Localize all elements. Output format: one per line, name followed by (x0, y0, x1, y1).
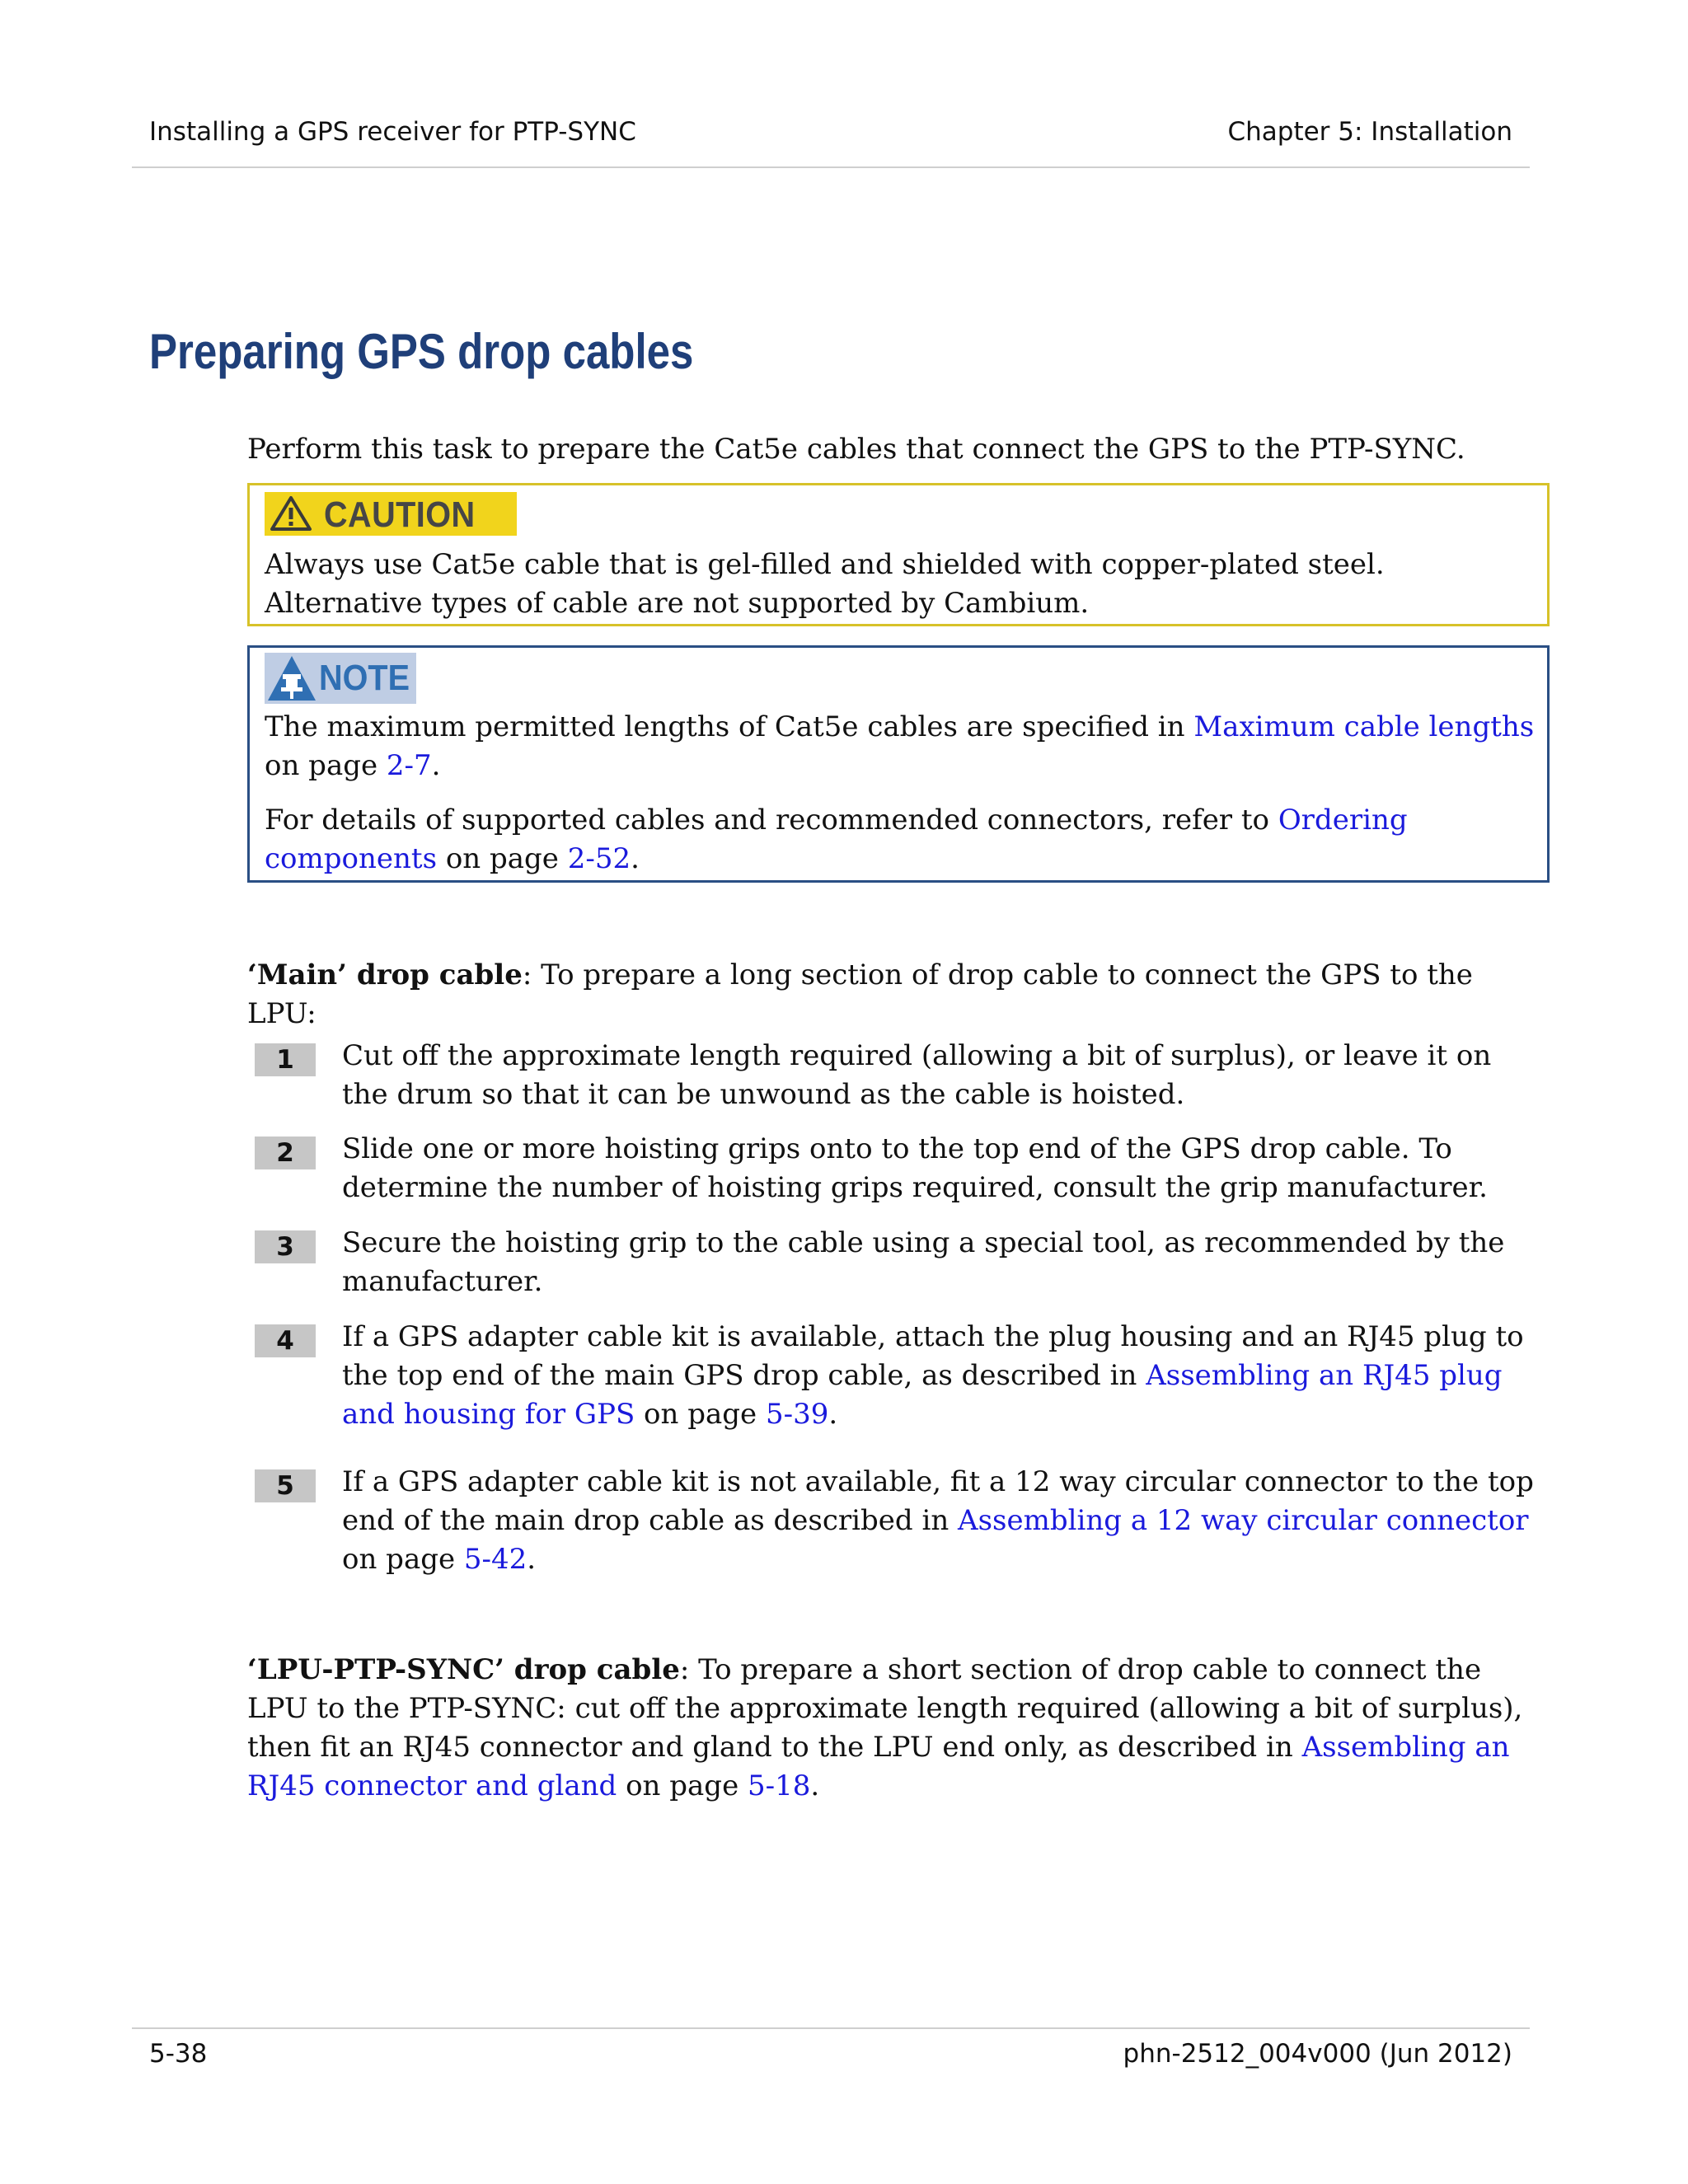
main-cable-heading: ‘Main’ drop cable (247, 958, 523, 991)
link-page-2-52[interactable]: 2-52 (567, 842, 631, 875)
step-text: Cut off the approximate length required (allowing a bit of surplus), or leave it on the drum so that it can be unwound as the cable is hoisted. (342, 1039, 1492, 1111)
main-cable-paragraph (247, 956, 1533, 1033)
step-text (342, 1318, 1545, 1434)
caution-label-text: CAUTION (324, 494, 476, 535)
step-item (247, 1037, 1550, 1136)
link-maximum-cable-lengths[interactable]: Maximum cable lengths (1193, 710, 1535, 743)
link-assembling-rj45-plug-housing[interactable]: Assembling an RJ45 plug and housing for GPS (342, 1359, 1503, 1431)
page-title: Preparing GPS drop cables (149, 324, 694, 379)
page-footer (132, 2027, 1530, 2079)
note-p2-end: . (631, 842, 640, 875)
step-4-end: . (828, 1398, 838, 1431)
link-page-2-7[interactable]: 2-7 (386, 749, 432, 782)
step-item (247, 1463, 1550, 1576)
warning-triangle-icon (270, 495, 312, 532)
page-number: 5-38 (149, 2039, 208, 2069)
intro-paragraph: Perform this task to prepare the Cat5e cables that connect the GPS to the PTP-SYNC. (247, 433, 1465, 466)
step-item (247, 1130, 1550, 1229)
step-5-middle: on page (342, 1543, 464, 1576)
note-paragraph-2 (265, 801, 1538, 879)
step-number-badge: 1 (255, 1043, 316, 1076)
link-page-5-42[interactable]: 5-42 (463, 1543, 528, 1576)
step-number-badge: 2 (255, 1137, 316, 1169)
link-page-5-39[interactable]: 5-39 (765, 1398, 829, 1431)
step-number-badge: 5 (255, 1469, 316, 1502)
step-5-text: If a GPS adapter cable kit is not available, fit a 12 way circular connector to the top end of the main drop cable as described in (342, 1465, 1534, 1537)
lpu-cable-heading: ‘LPU-PTP-SYNC’ drop cable (247, 1653, 680, 1686)
caution-text: Always use Cat5e cable that is gel-filled and shielded with copper-plated steel. Alternative types of cable are not supported by Cambium. (265, 548, 1385, 620)
page-header (132, 114, 1530, 168)
step-number-badge: 4 (255, 1324, 316, 1357)
note-label-text: NOTE (319, 658, 410, 698)
step-text: Slide one or more hoisting grips onto to the top end of the GPS drop cable. To determine the number of hoisting grips required, consult the grip manufacturer. (342, 1132, 1488, 1204)
caution-box (247, 483, 1550, 626)
note-pin-icon (266, 654, 317, 702)
note-p1-end: . (431, 749, 441, 782)
lpu-cable-text: : To prepare a short section of drop cable to connect the LPU to the PTP-SYNC: cut off the approximate length required (allowing a bit of surplus), then fit an RJ45 connector and gland to the LPU end only, as described in (247, 1653, 1523, 1764)
lpu-cable-paragraph (247, 1651, 1550, 1806)
note-paragraph-1 (265, 708, 1538, 785)
main-cable-text: : To prepare a long section of drop cable to connect the GPS to the LPU: (247, 958, 1473, 1030)
note-p1-middle: on page (265, 749, 387, 782)
link-assembling-rj45-connector-gland[interactable]: Assembling an RJ45 connector and gland (247, 1731, 1510, 1802)
lpu-cable-end: . (810, 1769, 820, 1802)
lpu-cable-middle: on page (617, 1769, 748, 1802)
document-id: phn-2512_004v000 (Jun 2012) (1123, 2039, 1512, 2069)
note-p2-text: For details of supported cables and recommended connectors, refer to (265, 804, 1278, 837)
link-ordering-components[interactable]: Ordering components (265, 804, 1408, 875)
step-item (247, 1224, 1550, 1323)
note-label (265, 653, 416, 704)
note-p1-text: The maximum permitted lengths of Cat5e cables are specified in (265, 710, 1194, 743)
step-4-middle: on page (635, 1398, 766, 1431)
caution-label (265, 492, 517, 536)
header-chapter-title: Chapter 5: Installation (1227, 117, 1512, 147)
header-section-title: Installing a GPS receiver for PTP-SYNC (149, 117, 636, 147)
step-number-badge: 3 (255, 1230, 316, 1263)
note-p2-middle: on page (437, 842, 568, 875)
step-4-text: If a GPS adapter cable kit is available, attach the plug housing and an RJ45 plug to the top end of the main GPS drop cable, as described in (342, 1320, 1524, 1392)
step-text: Secure the hoisting grip to the cable using a special tool, as recommended by the manufacturer. (342, 1226, 1505, 1298)
note-box (247, 645, 1550, 883)
link-page-5-18[interactable]: 5-18 (748, 1769, 811, 1802)
step-5-end: . (527, 1543, 537, 1576)
step-text (342, 1463, 1545, 1579)
step-item (247, 1318, 1550, 1431)
link-assembling-12-way-connector[interactable]: Assembling a 12 way circular connector (958, 1504, 1529, 1537)
